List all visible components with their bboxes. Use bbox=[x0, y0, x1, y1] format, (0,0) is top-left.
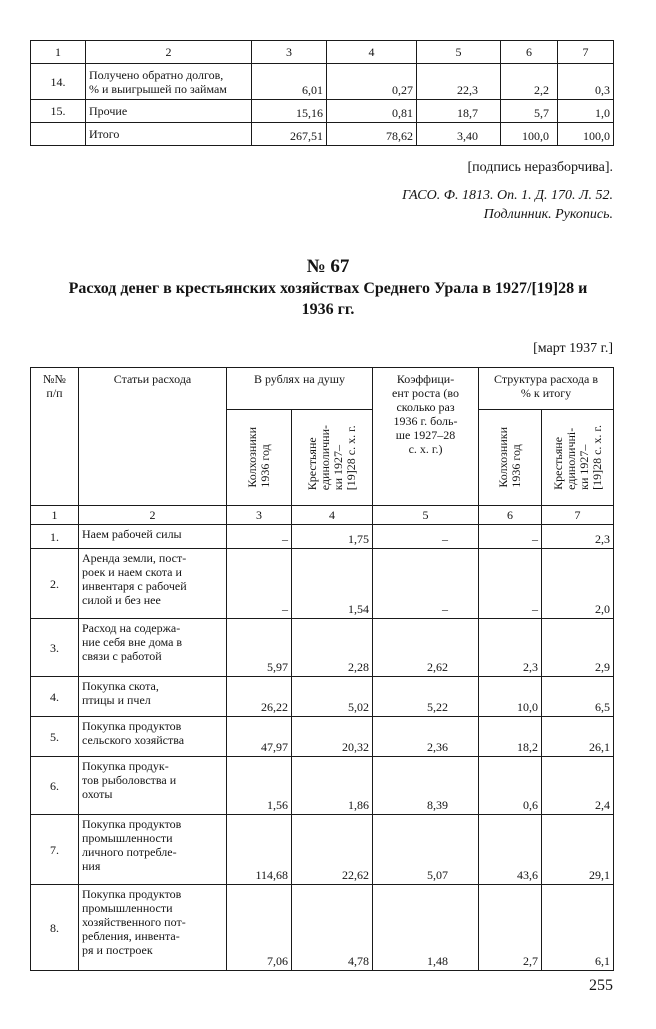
cell-struct-individual: 6,5 bbox=[542, 677, 614, 717]
row-number: 15. bbox=[31, 100, 86, 123]
cell: 3,40 bbox=[417, 123, 501, 146]
cell-struct-individual: 2,4 bbox=[542, 757, 614, 815]
signature-note: [подпись неразборчива]. bbox=[467, 160, 613, 175]
cell-growth-coefficient: 5,22 bbox=[373, 677, 479, 717]
table-row bbox=[31, 815, 614, 885]
header-individual-1927-text: Крестьяне единолични- ки 1927– [19]28 с. х. г. bbox=[305, 424, 358, 491]
col-number: 7 bbox=[542, 506, 614, 525]
header-collective-1936 bbox=[227, 410, 292, 506]
cell-struct-individual: 29,1 bbox=[542, 815, 614, 885]
row-number: 6. bbox=[31, 757, 79, 815]
row-label: Наем рабочей силы bbox=[79, 525, 227, 549]
document-date: [март 1937 г.] bbox=[533, 341, 613, 356]
cell-growth-coefficient: – bbox=[373, 525, 479, 549]
cell-individual-1927: 4,78 bbox=[292, 885, 373, 971]
cell-struct-collective: 2,3 bbox=[479, 619, 542, 677]
row-number: 7. bbox=[31, 815, 79, 885]
document-number: № 67 bbox=[306, 256, 350, 277]
expense-table-body bbox=[31, 525, 614, 971]
header-struct-collective-text: Колхозники 1936 год bbox=[496, 427, 524, 488]
row-label: Получено обратно долгов, % и выигрышей по займам bbox=[86, 64, 252, 100]
row-label: Покупка продуктов сельского хозяйства bbox=[79, 717, 227, 757]
col-number: 3 bbox=[227, 506, 292, 525]
cell-growth-coefficient: 2,36 bbox=[373, 717, 479, 757]
table-row bbox=[31, 525, 614, 549]
cell-collective-1936: 7,06 bbox=[227, 885, 292, 971]
col-number: 5 bbox=[417, 41, 501, 64]
row-number: 8. bbox=[31, 885, 79, 971]
cell: 0,27 bbox=[327, 64, 417, 100]
cell: 15,16 bbox=[252, 100, 327, 123]
cell-collective-1936: 114,68 bbox=[227, 815, 292, 885]
cell: 22,3 bbox=[417, 64, 501, 100]
document-title: Расход денег в крестьянских хозяйствах Среднего Урала в 1927/[19]28 и 1936 гг. bbox=[68, 280, 588, 318]
page-number: 255 bbox=[589, 977, 613, 994]
cell-struct-collective: 0,6 bbox=[479, 757, 542, 815]
cell: 6,01 bbox=[252, 64, 327, 100]
continued-table bbox=[30, 40, 614, 146]
table-row bbox=[31, 717, 614, 757]
row-label: Покупка скота, птицы и пчел bbox=[79, 677, 227, 717]
cell-individual-1927: 22,62 bbox=[292, 815, 373, 885]
cell-collective-1936: 1,56 bbox=[227, 757, 292, 815]
cell: 267,51 bbox=[252, 123, 327, 146]
col-number: 2 bbox=[86, 41, 252, 64]
cell: 18,7 bbox=[417, 100, 501, 123]
cell-individual-1927: 20,32 bbox=[292, 717, 373, 757]
table-row bbox=[31, 677, 614, 717]
header-struct-individual-text: Крестьяне единоличні- ки 1927– [19]28 с. х. г. bbox=[550, 425, 604, 490]
row-number: 3. bbox=[31, 619, 79, 677]
col-number: 7 bbox=[558, 41, 614, 64]
row-number: 4. bbox=[31, 677, 79, 717]
cell-collective-1936: 47,97 bbox=[227, 717, 292, 757]
col-number: 4 bbox=[292, 506, 373, 525]
col-number: 4 bbox=[327, 41, 417, 64]
header-structure: Структура расхода в % к итогу bbox=[479, 368, 614, 410]
cell-struct-collective: 2,7 bbox=[479, 885, 542, 971]
header-growth-coefficient: Коэффици- ент роста (во сколько раз 1936 г. боль- ше 1927–28 с. х. г.) bbox=[373, 368, 479, 506]
cell-growth-coefficient: 8,39 bbox=[373, 757, 479, 815]
cell-struct-collective: – bbox=[479, 549, 542, 619]
cell-collective-1936: – bbox=[227, 549, 292, 619]
cell: 78,62 bbox=[327, 123, 417, 146]
cell-collective-1936: 5,97 bbox=[227, 619, 292, 677]
cell-growth-coefficient: 2,62 bbox=[373, 619, 479, 677]
cell: 2,2 bbox=[501, 64, 558, 100]
col-number: 3 bbox=[252, 41, 327, 64]
header-individual-1927 bbox=[292, 410, 373, 506]
row-label: Итого bbox=[86, 123, 252, 146]
row-label: Расход на содержа- ние себя вне дома в связи с работой bbox=[79, 619, 227, 677]
row-label: Покупка продуктов промышленности хозяйственного пот- ребления, инвента- ря и построек bbox=[79, 885, 227, 971]
expense-table bbox=[30, 367, 614, 971]
header-collective-1936-text: Колхозники 1936 год bbox=[245, 427, 272, 488]
table-row bbox=[31, 619, 614, 677]
cell: 100,0 bbox=[501, 123, 558, 146]
row-number: 1. bbox=[31, 525, 79, 549]
cell: 100,0 bbox=[558, 123, 614, 146]
row-label: Покупка продук- тов рыболовства и охоты bbox=[79, 757, 227, 815]
cell: 0,81 bbox=[327, 100, 417, 123]
cell-growth-coefficient: 1,48 bbox=[373, 885, 479, 971]
cell: 0,3 bbox=[558, 64, 614, 100]
header-per-capita: В рублях на душу bbox=[227, 368, 373, 410]
cell-struct-individual: 26,1 bbox=[542, 717, 614, 757]
cell-struct-individual: 2,3 bbox=[542, 525, 614, 549]
cell-individual-1927: 2,28 bbox=[292, 619, 373, 677]
table-header-row bbox=[31, 41, 614, 64]
cell-individual-1927: 1,54 bbox=[292, 549, 373, 619]
cell-struct-collective: 10,0 bbox=[479, 677, 542, 717]
col-number: 1 bbox=[31, 506, 79, 525]
cell: 1,0 bbox=[558, 100, 614, 123]
table-total-row bbox=[31, 123, 614, 146]
header-item: Статьи расхода bbox=[79, 368, 227, 506]
header-number: №№ п/п bbox=[31, 368, 79, 506]
cell-individual-1927: 1,86 bbox=[292, 757, 373, 815]
cell-struct-individual: 2,0 bbox=[542, 549, 614, 619]
col-number: 5 bbox=[373, 506, 479, 525]
row-number bbox=[31, 123, 86, 146]
table-row bbox=[31, 549, 614, 619]
cell-collective-1936: – bbox=[227, 525, 292, 549]
col-number: 6 bbox=[501, 41, 558, 64]
cell-struct-collective: – bbox=[479, 525, 542, 549]
cell-struct-individual: 6,1 bbox=[542, 885, 614, 971]
cell-struct-collective: 18,2 bbox=[479, 717, 542, 757]
cell-growth-coefficient: – bbox=[373, 549, 479, 619]
archive-source-note: ГАСО. Ф. 1813. Оп. 1. Д. 170. Л. 52. Подлинник. Рукопись. bbox=[402, 188, 613, 222]
col-number: 1 bbox=[31, 41, 86, 64]
table-row bbox=[31, 64, 614, 100]
col-number: 2 bbox=[79, 506, 227, 525]
cell: 5,7 bbox=[501, 100, 558, 123]
cell-growth-coefficient: 5,07 bbox=[373, 815, 479, 885]
row-label: Аренда земли, пост- роек и наем скота и инвентаря с рабочей силой и без нее bbox=[79, 549, 227, 619]
header-struct-individual bbox=[542, 410, 614, 506]
table-row bbox=[31, 100, 614, 123]
col-number: 6 bbox=[479, 506, 542, 525]
header-row bbox=[31, 368, 614, 410]
cell-collective-1936: 26,22 bbox=[227, 677, 292, 717]
header-struct-collective bbox=[479, 410, 542, 506]
table-row bbox=[31, 757, 614, 815]
cell-individual-1927: 5,02 bbox=[292, 677, 373, 717]
cell-struct-individual: 2,9 bbox=[542, 619, 614, 677]
row-number: 14. bbox=[31, 64, 86, 100]
row-label: Прочие bbox=[86, 100, 252, 123]
cell-individual-1927: 1,75 bbox=[292, 525, 373, 549]
column-numbers-row bbox=[31, 506, 614, 525]
table-row bbox=[31, 885, 614, 971]
cell-struct-collective: 43,6 bbox=[479, 815, 542, 885]
row-number: 5. bbox=[31, 717, 79, 757]
row-label: Покупка продуктов промышленности личного потребле- ния bbox=[79, 815, 227, 885]
row-number: 2. bbox=[31, 549, 79, 619]
